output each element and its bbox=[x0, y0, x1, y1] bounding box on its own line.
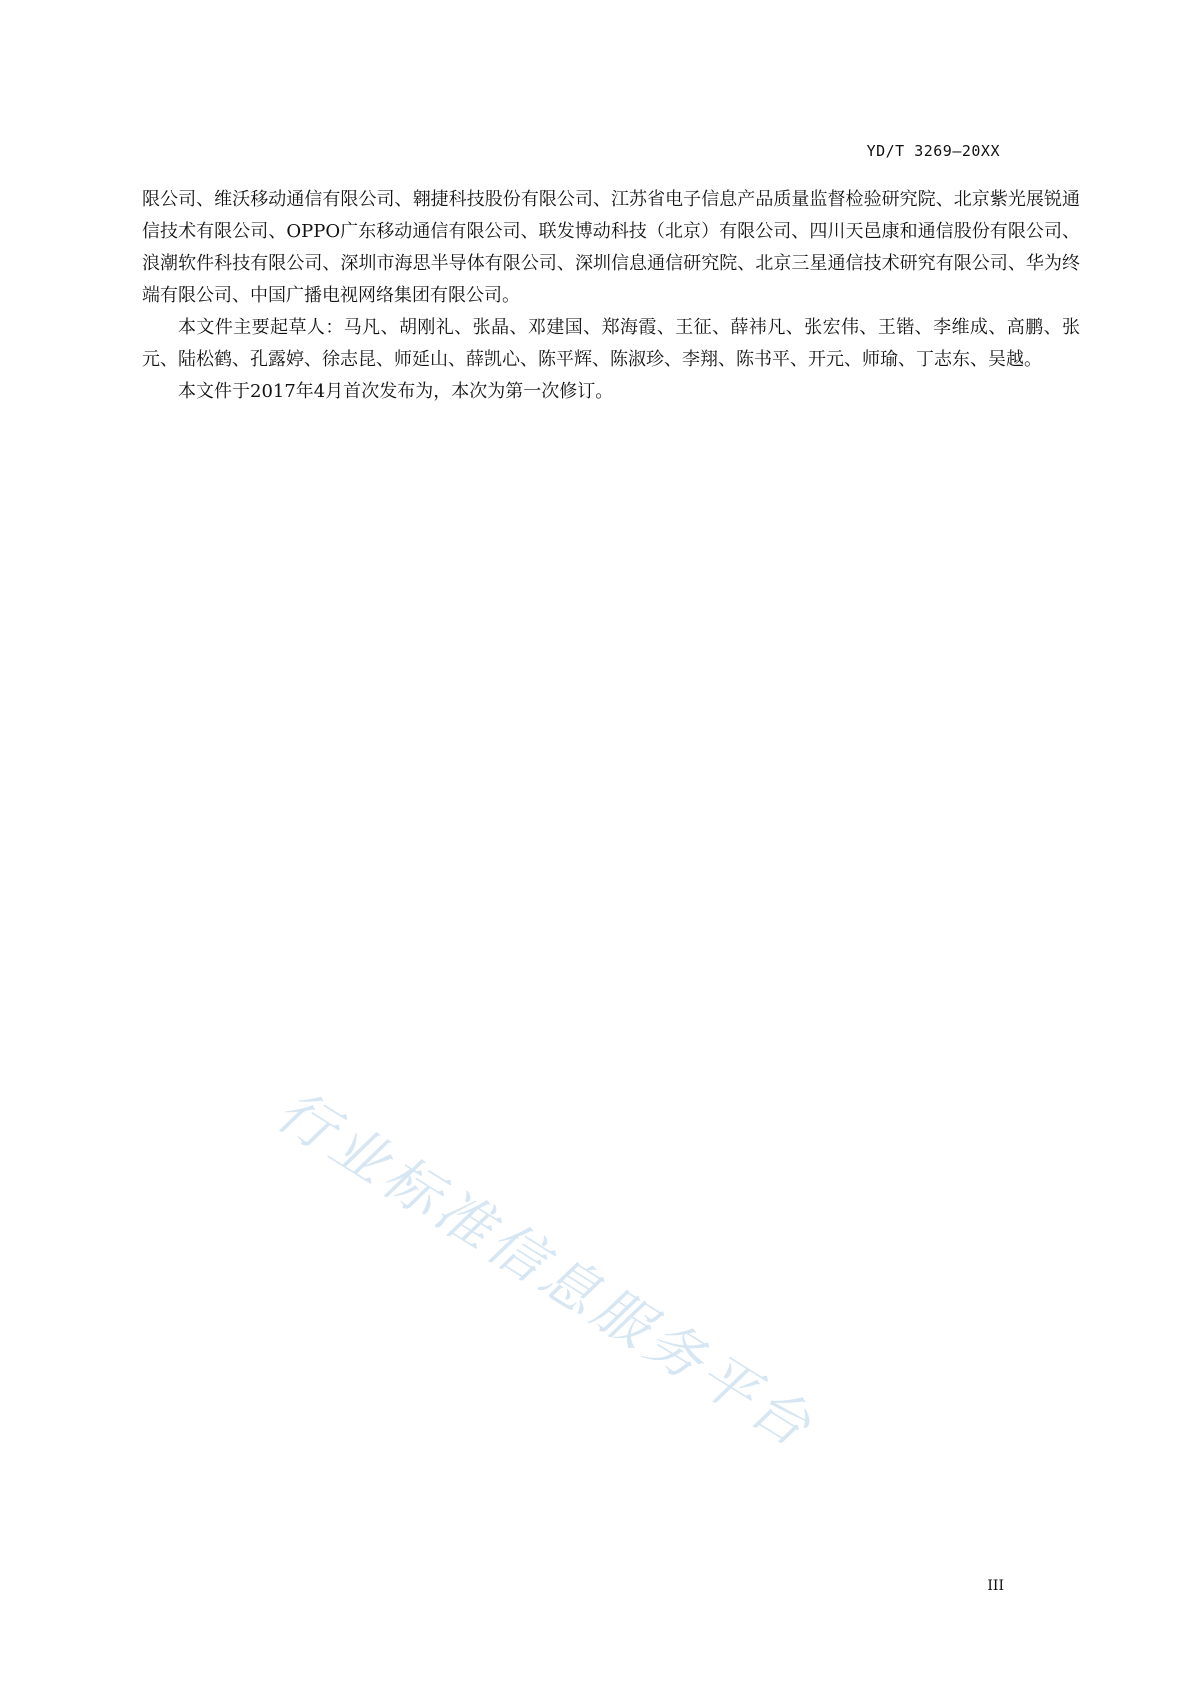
watermark-text: 行业标准信息服务平台 bbox=[265, 1078, 826, 1462]
page-number: III bbox=[987, 1578, 1004, 1594]
paragraph-drafting-units: 限公司、维沃移动通信有限公司、翱捷科技股份有限公司、江苏省电子信息产品质量监督检验研究院、北京紫光展锐通信技术有限公司、OPPO广东移动通信有限公司、联发博动科技（北京）有限公司、四川天邑康和通信股份有限公司、浪潮软件科技有限公司、深圳市海思半导体有限公司、深圳信息通信研究院、北京三星通信技术研究有限公司、华为终端有限公司、中国广播电视网络集团有限公司。 bbox=[142, 189, 1080, 306]
paragraph-drafters: 本文件主要起草人：马凡、胡刚礼、张晶、邓建国、郑海霞、王征、薛祎凡、张宏伟、王锴、李维成、高鹏、张元、陆松鹤、孔露婷、徐志昆、师延山、薛凯心、陈平辉、陈淑珍、李翔、陈书平、开元、师瑜、丁志东、吴越。 bbox=[142, 317, 1080, 370]
paragraph-publication-history: 本文件于2017年4月首次发布为，本次为第一次修订。 bbox=[178, 381, 614, 402]
document-code: YD/T 3269—20XX bbox=[866, 142, 1000, 160]
document-body bbox=[142, 184, 1080, 408]
